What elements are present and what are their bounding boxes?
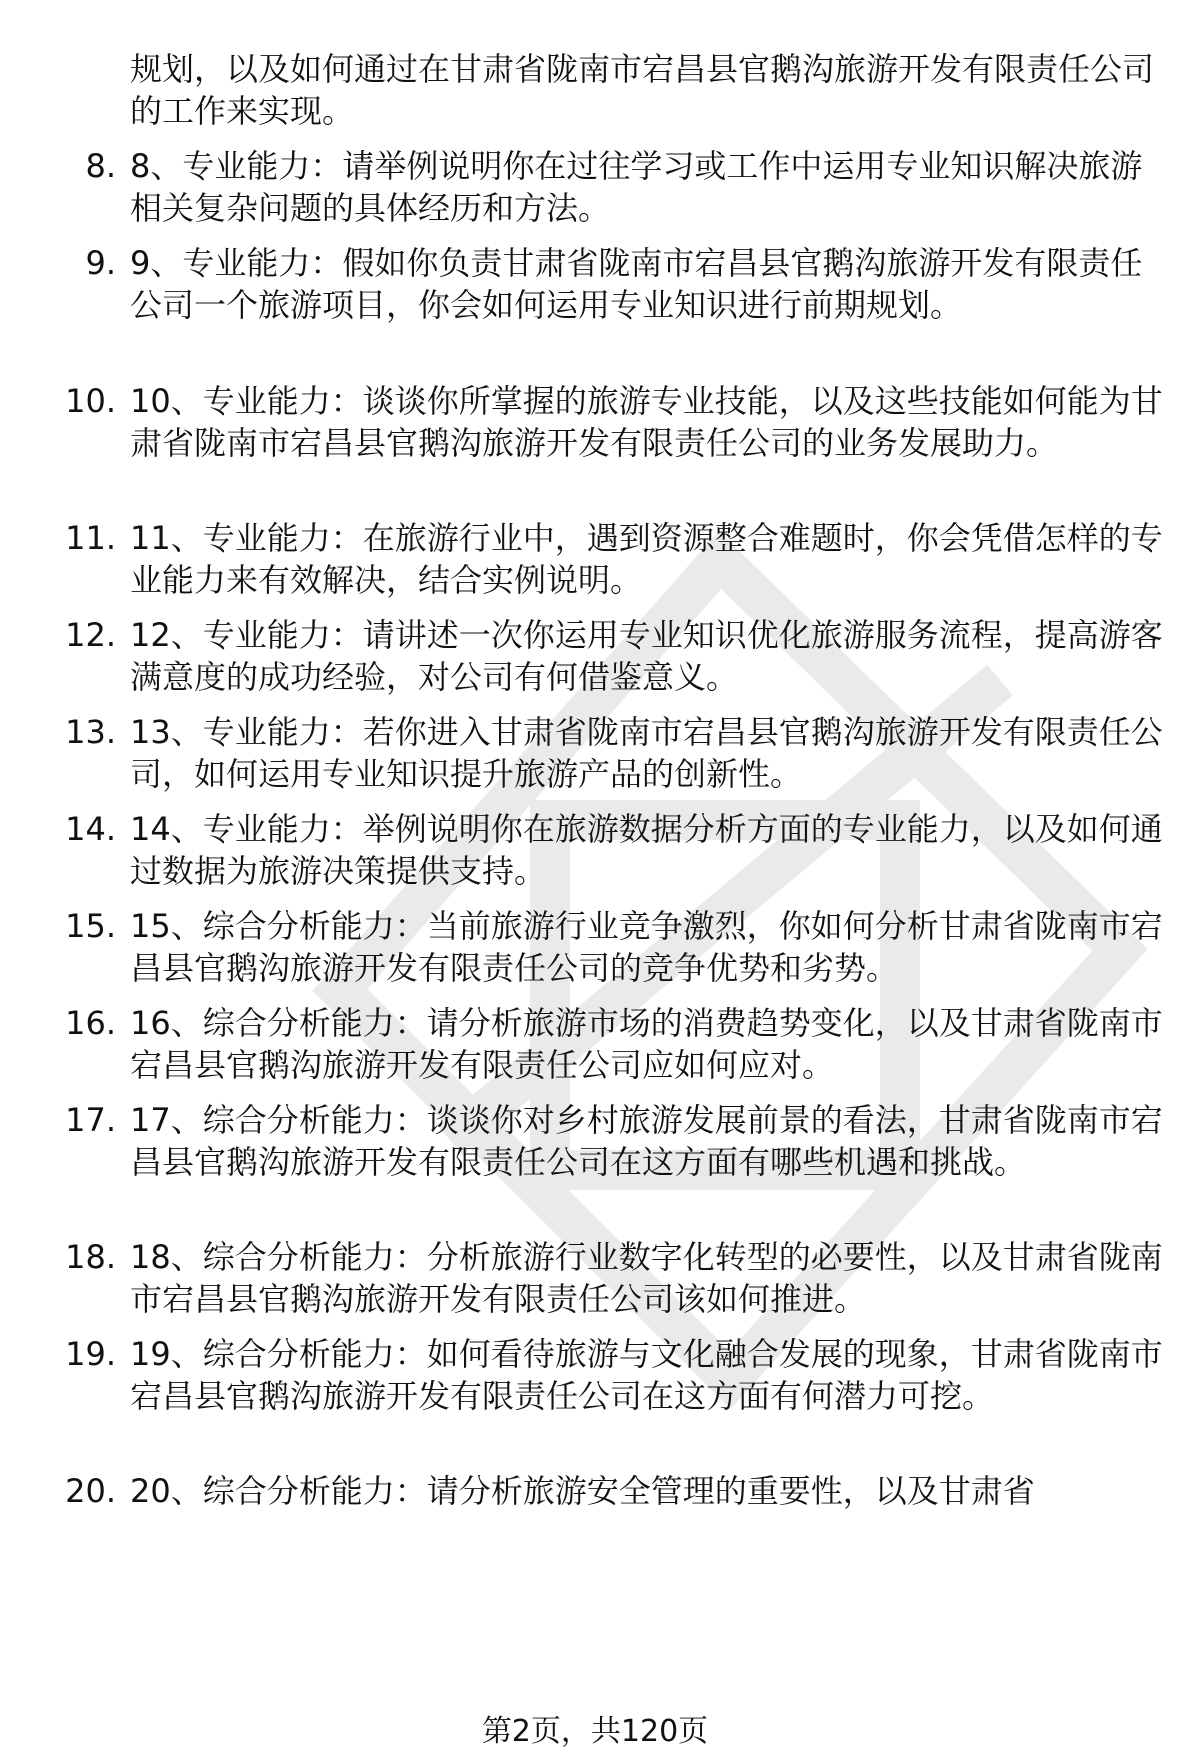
item-number: 18. [65,1238,116,1276]
item-number: 19. [65,1335,116,1373]
item-number: 14. [65,810,116,848]
item-text: 19、综合分析能力：如何看待旅游与文化融合发展的现象，甘肃省陇南市宕昌县官鹅沟旅游开发有限责任公司在这方面有何潜力可挖。 [130,1335,1163,1415]
item-number: 15. [65,907,116,945]
page-number: 第2页，共120页 [481,1714,709,1749]
item-number: 12. [65,616,116,654]
item-number: 10. [65,382,116,420]
item-text: 15、综合分析能力：当前旅游行业竞争激烈，你如何分析甘肃省陇南市宕昌县官鹅沟旅游开发有限责任公司的竞争优势和劣势。 [130,907,1163,987]
item-number: 13. [65,713,116,751]
item-text: 12、专业能力：请讲述一次你运用专业知识优化旅游服务流程，提高游客满意度的成功经验，对公司有何借鉴意义。 [130,616,1163,696]
item-number: 11. [65,519,116,557]
item-number: 20. [65,1472,116,1510]
item-number: 16. [65,1004,116,1042]
item-text: 9、专业能力：假如你负责甘肃省陇南市宕昌县官鹅沟旅游开发有限责任公司一个旅游项目，你会如何运用专业知识进行前期规划。 [130,244,1143,324]
item-text: 20、综合分析能力：请分析旅游安全管理的重要性，以及甘肃省 [130,1472,1035,1510]
item-text: 16、综合分析能力：请分析旅游市场的消费趋势变化，以及甘肃省陇南市宕昌县官鹅沟旅游开发有限责任公司应如何应对。 [130,1004,1163,1084]
item-text: 10、专业能力：谈谈你所掌握的旅游专业技能，以及这些技能如何能为甘肃省陇南市宕昌县官鹅沟旅游开发有限责任公司的业务发展助力。 [130,382,1163,462]
item-number: 9. [85,244,116,282]
item-text: 13、专业能力：若你进入甘肃省陇南市宕昌县官鹅沟旅游开发有限责任公司，如何运用专业知识提升旅游产品的创新性。 [130,713,1163,793]
item-text: 18、综合分析能力：分析旅游行业数字化转型的必要性，以及甘肃省陇南市宕昌县官鹅沟旅游开发有限责任公司该如何推进。 [130,1238,1163,1318]
item-number: 8. [85,147,116,185]
item-text: 14、专业能力：举例说明你在旅游数据分析方面的专业能力，以及如何通过数据为旅游决策提供支持。 [130,810,1163,890]
item-number: 17. [65,1101,116,1139]
item-text: 8、专业能力：请举例说明你在过往学习或工作中运用专业知识解决旅游相关复杂问题的具体经历和方法。 [130,147,1143,227]
item-text: 11、专业能力：在旅游行业中，遇到资源整合难题时，你会凭借怎样的专业能力来有效解决，结合实例说明。 [130,519,1163,599]
item-text: 17、综合分析能力：谈谈你对乡村旅游发展前景的看法，甘肃省陇南市宕昌县官鹅沟旅游开发有限责任公司在这方面有哪些机遇和挑战。 [130,1101,1163,1181]
item-text: 规划，以及如何通过在甘肃省陇南市宕昌县官鹅沟旅游开发有限责任公司的工作来实现。 [130,50,1155,130]
